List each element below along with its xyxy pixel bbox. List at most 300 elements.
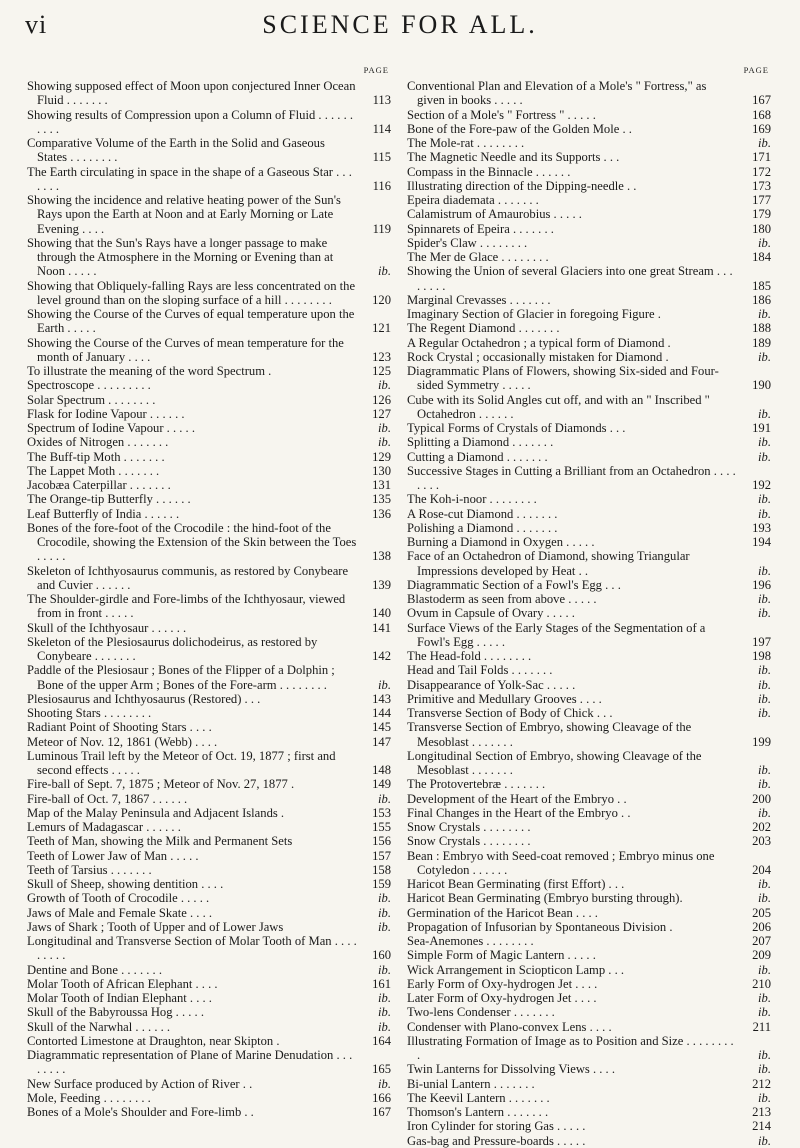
index-entry xyxy=(407,578,773,592)
entry-title: Comparative Volume of the Earth in the Solid and Gaseous States . . . . . . . . xyxy=(27,136,325,165)
entry-page: ib. xyxy=(758,891,771,906)
index-entry xyxy=(27,820,393,834)
entry-title: Early Form of Oxy-hydrogen Jet . . . . xyxy=(407,976,598,991)
entry-title: Splitting a Diamond . . . . . . . xyxy=(407,435,554,450)
entry-page: 135 xyxy=(372,492,391,507)
entry-page: 209 xyxy=(752,948,771,963)
entry-page: 125 xyxy=(372,364,391,378)
entry-title: Typical Forms of Crystals of Diamonds . . . xyxy=(407,421,626,435)
index-entry xyxy=(27,706,393,720)
entry-title: Skeleton of the Plesiosaurus dolichodeirus, as restored by Conybeare . . . . . . . xyxy=(27,634,318,663)
entry-title: Lemurs of Madagascar . . . . . . xyxy=(27,820,181,834)
index-entry xyxy=(27,1034,393,1048)
index-entry xyxy=(407,250,773,264)
index-entry xyxy=(407,934,773,948)
entry-title: Teeth of Tarsius . . . . . . . xyxy=(27,862,152,877)
index-entry xyxy=(27,849,393,863)
index-entry xyxy=(407,820,773,834)
entry-title: Head and Tail Folds . . . . . . . xyxy=(407,663,553,678)
index-entry xyxy=(407,108,773,122)
entry-page: 142 xyxy=(372,649,391,663)
entry-title: The Shoulder-girdle and Fore-limbs of the Ichthyosaur, viewed from in front . . . . . xyxy=(27,592,346,621)
column-page-label: PAGE xyxy=(743,65,769,75)
entry-title: Skull of the Ichthyosaur . . . . . . xyxy=(27,620,187,635)
entry-title: Conventional Plan and Elevation of a Mole's " Fortress," as given in books . . . . . xyxy=(407,79,707,108)
index-entry xyxy=(27,792,393,806)
entry-title: Spectrum of Iodine Vapour . . . . . xyxy=(27,421,196,435)
entry-page: ib. xyxy=(758,763,771,777)
entry-page: ib. xyxy=(758,1062,771,1077)
entry-title: Ovum in Capsule of Ovary . . . . . xyxy=(407,606,575,621)
entry-page: ib. xyxy=(758,1048,771,1062)
entry-title: Development of the Heart of the Embryo . . xyxy=(407,791,627,806)
entry-page: ib. xyxy=(378,919,391,934)
entry-page: 172 xyxy=(752,164,771,179)
index-entry xyxy=(27,891,393,905)
entry-page: 191 xyxy=(752,421,771,435)
entry-page: 193 xyxy=(752,520,771,535)
index-entry xyxy=(407,948,773,962)
entry-title: Illustrating Formation of Image as to Position and Size . . . . . . . . . xyxy=(407,1033,734,1062)
entry-page: ib. xyxy=(378,677,391,692)
entry-title: Teeth of Man, showing the Milk and Permanent Sets xyxy=(27,834,293,849)
entry-title: Two-lens Condenser . . . . . . . xyxy=(407,1005,555,1020)
entry-title: Rock Crystal ; occasionally mistaken for Diamond . xyxy=(407,349,669,364)
index-entry xyxy=(407,136,773,150)
entry-page: 213 xyxy=(752,1105,771,1119)
entry-title: Primitive and Medullary Grooves . . . . xyxy=(407,691,602,706)
entry-title: Final Changes in the Heart of the Embryo . . xyxy=(407,805,631,820)
entry-page: 148 xyxy=(372,763,391,777)
index-entry xyxy=(27,1020,393,1034)
index-entry xyxy=(27,521,393,564)
entry-page: ib. xyxy=(758,805,771,820)
index-entry xyxy=(407,165,773,179)
entry-title: Flask for Iodine Vapour . . . . . . xyxy=(27,406,185,421)
index-entry xyxy=(27,393,393,407)
index-entry xyxy=(27,1005,393,1019)
entry-page: 120 xyxy=(372,292,391,307)
index-entry xyxy=(407,435,773,449)
index-entry xyxy=(407,336,773,350)
entry-title: Diagrammatic Section of a Fowl's Egg . . . xyxy=(407,577,621,592)
entry-title: Transverse Section of Body of Chick . . . xyxy=(407,706,613,720)
index-entry xyxy=(27,777,393,791)
index-entry xyxy=(407,806,773,820)
index-entry xyxy=(27,193,393,236)
index-entry xyxy=(407,963,773,977)
entry-page: 198 xyxy=(752,649,771,663)
index-entry xyxy=(27,1077,393,1091)
entry-title: Haricot Bean Germinating (first Effort) . . . xyxy=(407,877,625,891)
entry-title: Skull of the Babyroussa Hog . . . . . xyxy=(27,1005,205,1020)
index-entry xyxy=(407,834,773,848)
running-title: SCIENCE FOR ALL. xyxy=(262,10,538,39)
entry-title: Teeth of Lower Jaw of Man . . . . . xyxy=(27,848,199,863)
entry-title: Burning a Diamond in Oxygen . . . . . xyxy=(407,535,595,549)
index-entry xyxy=(27,977,393,991)
index-entry xyxy=(27,906,393,920)
column-page-label: PAGE xyxy=(363,65,389,75)
entry-title: Growth of Tooth of Crocodile . . . . . xyxy=(27,891,210,906)
entry-page: 196 xyxy=(752,577,771,592)
index-entry xyxy=(407,1020,773,1034)
entry-page: ib. xyxy=(758,492,771,507)
entry-page: 160 xyxy=(372,948,391,963)
entry-page: 123 xyxy=(372,349,391,364)
entry-title: Disappearance of Yolk-Sac . . . . . xyxy=(407,677,576,692)
entry-page: ib. xyxy=(378,264,391,279)
index-entry xyxy=(27,507,393,521)
entry-page: 127 xyxy=(372,406,391,421)
entry-title: Propagation of Infusorian by Spontaneous Division . xyxy=(407,919,673,934)
entry-page: 157 xyxy=(372,848,391,863)
entry-title: Mole, Feeding . . . . . . . . xyxy=(27,1090,151,1105)
right-column xyxy=(407,65,773,1148)
index-entry xyxy=(407,977,773,991)
entry-page: 171 xyxy=(752,150,771,165)
entry-title: Showing the Course of the Curves of mean temperature for the month of January . . . . xyxy=(27,335,344,364)
entry-page: ib. xyxy=(758,435,771,450)
index-entry xyxy=(27,920,393,934)
entry-page: ib. xyxy=(378,378,391,393)
entry-title: Showing the Union of several Glaciers into one great Stream . . . . . . . . xyxy=(407,264,733,293)
entry-title: A Regular Octahedron ; a typical form of Diamond . xyxy=(407,335,671,350)
entry-title: The Protovertebræ . . . . . . . xyxy=(407,777,546,792)
entry-page: 204 xyxy=(752,862,771,877)
entry-page: 180 xyxy=(752,221,771,236)
index-entry xyxy=(407,849,773,878)
entry-title: Later Form of Oxy-hydrogen Jet . . . . xyxy=(407,991,597,1005)
entry-page: 206 xyxy=(752,919,771,934)
index-entry xyxy=(27,279,393,308)
index-entry xyxy=(407,364,773,393)
index-entry xyxy=(407,293,773,307)
entry-page: 194 xyxy=(752,535,771,549)
index-entry xyxy=(407,1105,773,1119)
entry-page: ib. xyxy=(758,991,771,1005)
index-entry xyxy=(407,606,773,620)
entry-page: ib. xyxy=(378,1076,391,1091)
entry-title: Fire-ball of Sept. 7, 1875 ; Meteor of Nov. 27, 1877 . xyxy=(27,777,295,792)
entry-page: ib. xyxy=(758,677,771,692)
index-entry xyxy=(407,749,773,778)
entry-title: Bones of a Mole's Shoulder and Fore-limb . . xyxy=(27,1105,254,1119)
entry-title: Calamistrum of Amaurobius . . . . . xyxy=(407,207,582,222)
entry-title: Bean : Embryo with Seed-coat removed ; Embryo minus one Cotyledon . . . . . . xyxy=(407,848,715,877)
index-entry xyxy=(407,507,773,521)
entry-page: 158 xyxy=(372,862,391,877)
entry-title: Spinnarets of Epeira . . . . . . . xyxy=(407,221,554,236)
entry-title: The Orange-tip Butterfly . . . . . . xyxy=(27,492,191,507)
entry-page: ib. xyxy=(758,1005,771,1020)
entry-page: ib. xyxy=(758,449,771,464)
index-entry xyxy=(407,991,773,1005)
entry-page: 200 xyxy=(752,791,771,806)
entry-page: ib. xyxy=(378,905,391,920)
page-number: vi xyxy=(25,10,48,39)
entry-title: The Regent Diamond . . . . . . . xyxy=(407,321,560,336)
index-entry xyxy=(27,336,393,365)
index-entry xyxy=(407,1091,773,1105)
entry-page: 177 xyxy=(752,193,771,207)
entry-title: New Surface produced by Action of River . . xyxy=(27,1076,253,1091)
index-entry xyxy=(27,492,393,506)
entry-page: 186 xyxy=(752,292,771,307)
entry-title: Germination of the Haricot Bean . . . . xyxy=(407,905,598,920)
index-entry xyxy=(407,777,773,791)
entry-page: ib. xyxy=(378,991,391,1005)
page-header xyxy=(0,10,800,40)
entry-title: Dentine and Bone . . . . . . . xyxy=(27,962,163,977)
index-entry xyxy=(27,421,393,435)
entry-title: Spider's Claw . . . . . . . . xyxy=(407,235,528,250)
index-entry xyxy=(407,236,773,250)
entry-title: Snow Crystals . . . . . . . . xyxy=(407,820,531,834)
entry-title: Imaginary Section of Glacier in foregoing Figure . xyxy=(407,307,661,321)
index-entry xyxy=(27,108,393,137)
entry-title: Wick Arrangement in Sciopticon Lamp . . . xyxy=(407,962,625,977)
index-entry xyxy=(27,592,393,621)
entry-title: Showing that the Sun's Rays have a longer passage to make through the Atmosphere in the Morning or Evening than at Noon . . . . . xyxy=(27,235,334,279)
entry-title: Bi-unial Lantern . . . . . . . xyxy=(407,1076,535,1091)
index-entry xyxy=(407,592,773,606)
entry-page: ib. xyxy=(758,606,771,621)
entry-page: ib. xyxy=(758,691,771,706)
entry-page: 116 xyxy=(372,178,391,193)
entry-page: ib. xyxy=(378,435,391,450)
index-entry xyxy=(27,236,393,279)
entry-page: 210 xyxy=(752,976,771,991)
entry-page: 161 xyxy=(372,976,391,991)
entry-page: 119 xyxy=(372,221,391,236)
index-entry xyxy=(407,1134,773,1148)
index-entry xyxy=(27,79,393,108)
index-entry xyxy=(407,350,773,364)
entry-title: Contorted Limestone at Draughton, near Skipton . xyxy=(27,1033,280,1048)
entry-page: 168 xyxy=(752,107,771,122)
index-entry xyxy=(27,635,393,664)
index-entry xyxy=(407,549,773,578)
index-entry xyxy=(407,649,773,663)
entry-title: Molar Tooth of African Elephant . . . . xyxy=(27,976,218,991)
index-entry xyxy=(27,663,393,692)
entry-page: 136 xyxy=(372,506,391,521)
entry-title: The Lappet Moth . . . . . . . xyxy=(27,463,160,478)
index-entry xyxy=(407,906,773,920)
entry-title: Cube with its Solid Angles cut off, and with an " Inscribed " Octahedron . . . . . . xyxy=(407,392,710,421)
entry-page: 145 xyxy=(372,720,391,735)
entry-page: ib. xyxy=(758,235,771,250)
entry-page: 141 xyxy=(372,620,391,635)
index-entry xyxy=(27,621,393,635)
index-entry xyxy=(27,378,393,392)
index-entry xyxy=(407,264,773,293)
entry-page: 131 xyxy=(372,478,391,492)
entry-page: ib. xyxy=(758,663,771,678)
entry-page: ib. xyxy=(378,421,391,435)
index-entry xyxy=(27,450,393,464)
entry-title: Snow Crystals . . . . . . . . xyxy=(407,834,531,849)
index-entry xyxy=(407,307,773,321)
entry-title: The Magnetic Needle and its Supports . . . xyxy=(407,150,620,165)
entry-title: Cutting a Diamond . . . . . . . xyxy=(407,449,548,464)
entry-page: 212 xyxy=(752,1076,771,1091)
index-entry xyxy=(407,1119,773,1133)
entry-title: Condenser with Plano-convex Lens . . . . xyxy=(407,1019,612,1034)
entry-title: Marginal Crevasses . . . . . . . xyxy=(407,292,551,307)
entry-page: ib. xyxy=(758,406,771,421)
entry-page: 143 xyxy=(372,691,391,706)
entry-page: ib. xyxy=(378,962,391,977)
index-entry xyxy=(27,834,393,848)
index-entry xyxy=(407,393,773,422)
index-entry xyxy=(407,720,773,749)
entry-page: 139 xyxy=(372,577,391,592)
entry-page: 126 xyxy=(372,392,391,407)
entry-title: The Mer de Glace . . . . . . . . xyxy=(407,250,549,264)
index-entry xyxy=(27,136,393,165)
index-entry xyxy=(27,963,393,977)
entry-page: 199 xyxy=(752,734,771,749)
entry-page: 115 xyxy=(372,150,391,165)
index-entry xyxy=(27,564,393,593)
entry-title: Sea-Anemones . . . . . . . . xyxy=(407,934,534,948)
entry-title: Skull of Sheep, showing dentition . . . . xyxy=(27,877,224,891)
left-column xyxy=(27,65,393,1119)
entry-page: 207 xyxy=(752,934,771,948)
entry-page: 155 xyxy=(372,820,391,834)
entry-page: ib. xyxy=(378,791,391,806)
entry-title: Skeleton of Ichthyosaurus communis, as restored by Conybeare and Cuvier . . . . . . xyxy=(27,563,349,592)
entry-page: ib. xyxy=(758,349,771,364)
entry-page: ib. xyxy=(758,777,771,792)
entry-page: 149 xyxy=(372,777,391,792)
index-entry xyxy=(407,706,773,720)
entry-title: Jaws of Shark ; Tooth of Upper and of Lower Jaws xyxy=(27,919,284,934)
entry-page: 184 xyxy=(752,250,771,264)
entry-title: Illustrating direction of the Dipping-needle . . xyxy=(407,178,637,193)
entry-page: 153 xyxy=(372,805,391,820)
index-entry xyxy=(407,521,773,535)
entry-title: Radiant Point of Shooting Stars . . . . xyxy=(27,720,212,735)
index-entry xyxy=(407,1005,773,1019)
entry-page: ib. xyxy=(758,563,771,578)
entry-page: ib. xyxy=(758,1133,771,1148)
index-entry xyxy=(407,1062,773,1076)
entry-page: ib. xyxy=(378,891,391,906)
entry-page: 173 xyxy=(752,178,771,193)
index-entry xyxy=(407,207,773,221)
entry-title: Polishing a Diamond . . . . . . . xyxy=(407,520,558,535)
index-entry xyxy=(27,806,393,820)
entry-page: 189 xyxy=(752,335,771,350)
entry-title: Epeira diademata . . . . . . . xyxy=(407,193,539,207)
entry-page: 166 xyxy=(372,1090,391,1105)
entry-page: ib. xyxy=(758,307,771,321)
entry-page: 147 xyxy=(372,734,391,749)
entry-page: 114 xyxy=(372,121,391,136)
index-entry xyxy=(27,934,393,963)
index-entry xyxy=(407,920,773,934)
entry-page: 129 xyxy=(372,449,391,464)
entry-title: Longitudinal Section of Embryo, showing Cleavage of the Mesoblast . . . . . . . xyxy=(407,748,702,777)
entry-page: ib. xyxy=(758,136,771,150)
index-entry xyxy=(407,792,773,806)
entry-title: Showing supposed effect of Moon upon conjectured Inner Ocean Fluid . . . . . . . xyxy=(27,79,356,108)
entry-title: Showing results of Compression upon a Column of Fluid . . . . . . . . . . xyxy=(27,107,354,136)
entry-title: Section of a Mole's " Fortress " . . . . . xyxy=(407,107,596,122)
index-entry xyxy=(27,364,393,378)
entry-title: Solar Spectrum . . . . . . . . xyxy=(27,392,156,407)
entry-title: To illustrate the meaning of the word Spectrum . xyxy=(27,364,272,378)
index-entry xyxy=(407,692,773,706)
entry-title: Meteor of Nov. 12, 1861 (Webb) . . . . xyxy=(27,734,218,749)
index-entry xyxy=(27,464,393,478)
entry-title: Leaf Butterfly of India . . . . . . xyxy=(27,506,180,521)
entry-page: ib. xyxy=(758,592,771,606)
entry-title: The Keevil Lantern . . . . . . . xyxy=(407,1090,550,1105)
index-entry xyxy=(407,678,773,692)
index-entry xyxy=(27,991,393,1005)
index-entry xyxy=(407,122,773,136)
entry-title: Compass in the Binnacle . . . . . . xyxy=(407,164,571,179)
entry-title: Shooting Stars . . . . . . . . xyxy=(27,706,152,720)
entry-title: Surface Views of the Early Stages of the Segmentation of a Fowl's Egg . . . . . xyxy=(407,620,706,649)
index-entry xyxy=(407,1034,773,1063)
entry-title: Successive Stages in Cutting a Brilliant from an Octahedron . . . . . . . . xyxy=(407,463,736,492)
entry-title: Face of an Octahedron of Diamond, showing Triangular Impressions developed by Heat . . xyxy=(407,549,690,578)
entry-title: Thomson's Lantern . . . . . . . xyxy=(407,1105,549,1119)
entry-title: Diagrammatic Plans of Flowers, showing Six-sided and Four-sided Symmetry . . . . . xyxy=(407,364,719,393)
entry-title: Oxides of Nitrogen . . . . . . . xyxy=(27,435,169,450)
index-entry xyxy=(407,421,773,435)
entry-title: Showing the Course of the Curves of equal temperature upon the Earth . . . . . xyxy=(27,307,355,336)
entry-title: Map of the Malay Peninsula and Adjacent Islands . xyxy=(27,805,285,820)
entry-page: 167 xyxy=(372,1105,391,1119)
entry-title: Blastoderm as seen from above . . . . . xyxy=(407,592,597,606)
index-entry xyxy=(27,692,393,706)
entry-title: Gas-bag and Pressure-boards . . . . . xyxy=(407,1133,586,1148)
index-entry xyxy=(407,492,773,506)
index-entry xyxy=(407,193,773,207)
entry-page: 113 xyxy=(372,93,391,108)
index-entry xyxy=(27,863,393,877)
entry-page: ib. xyxy=(378,1019,391,1034)
index-entry xyxy=(407,464,773,493)
entry-title: Jaws of Male and Female Skate . . . . xyxy=(27,905,213,920)
entry-title: Luminous Trail left by the Meteor of Oct. 19, 1877 ; first and second effects . . . . . xyxy=(27,748,336,777)
index-entry xyxy=(407,535,773,549)
entry-title: Showing the incidence and relative heating power of the Sun's Rays upon the Earth at Noon and at Early Morning or Late Evening . . . . xyxy=(27,193,341,236)
index-entry xyxy=(27,735,393,749)
entry-title: Paddle of the Plesiosaur ; Bones of the Flipper of a Dolphin ; Bone of the upper Arm ; Bones of the Fore-arm . . . . . . . . xyxy=(27,663,335,692)
index-entry xyxy=(27,720,393,734)
entry-title: Diagrammatic representation of Plane of Marine Denudation . . . . . . . . xyxy=(27,1048,353,1077)
entry-page: 121 xyxy=(372,321,391,336)
index-entry xyxy=(27,1105,393,1119)
index-entry xyxy=(27,307,393,336)
entry-page: 144 xyxy=(372,706,391,720)
entry-title: Molar Tooth of Indian Elephant . . . . xyxy=(27,991,212,1005)
entry-title: Skull of the Narwhal . . . . . . xyxy=(27,1019,171,1034)
entry-title: Twin Lanterns for Dissolving Views . . . . xyxy=(407,1062,616,1077)
entry-page: ib. xyxy=(758,706,771,720)
entry-page: ib. xyxy=(758,1090,771,1105)
entry-page: 179 xyxy=(752,207,771,222)
index-entry xyxy=(407,150,773,164)
index-entry xyxy=(407,79,773,108)
